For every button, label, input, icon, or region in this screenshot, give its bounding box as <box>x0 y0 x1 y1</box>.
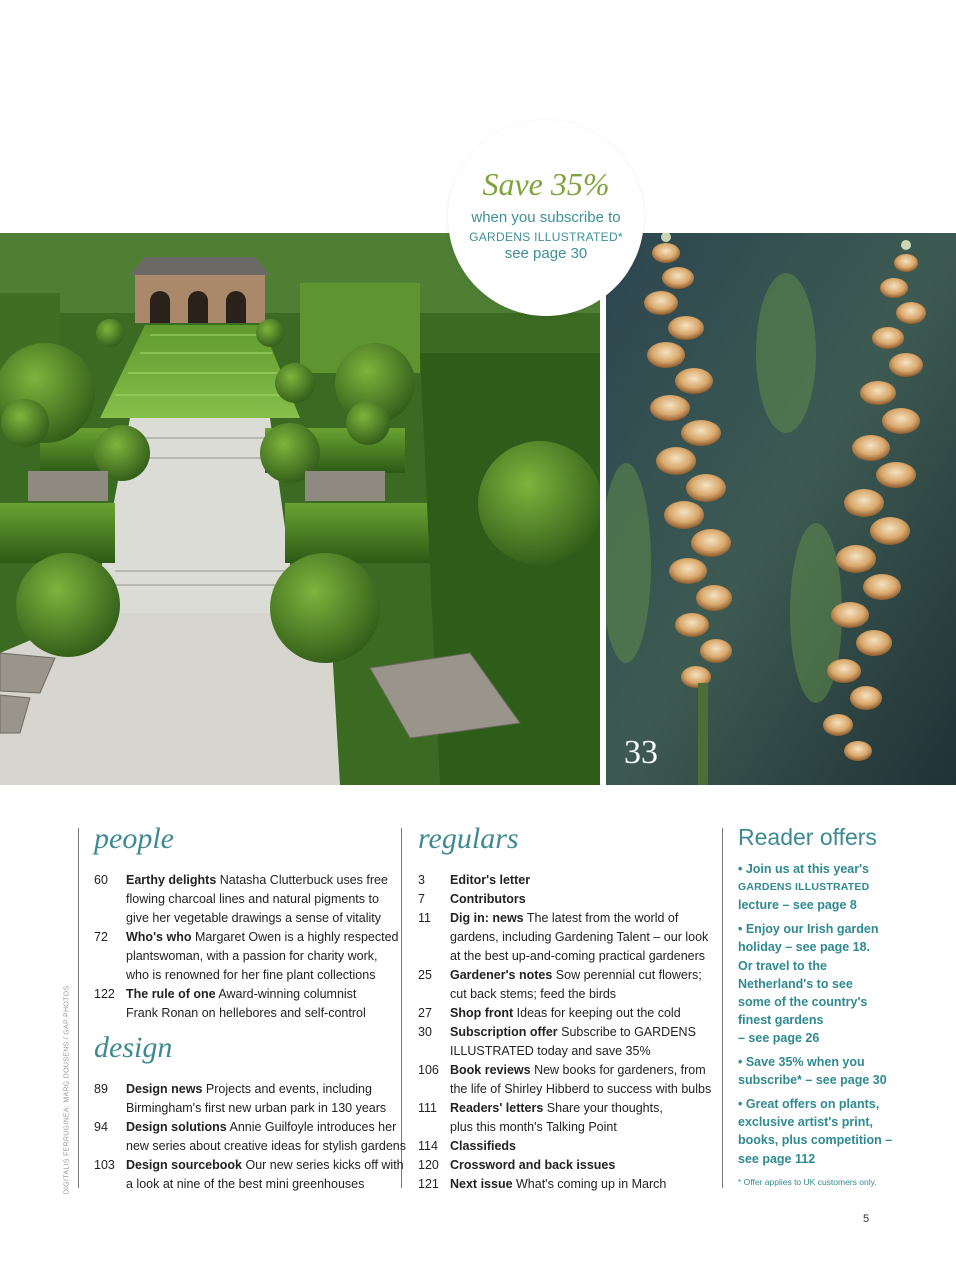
toc-title-line: Book reviews New books for gardeners, from <box>450 1063 706 1077</box>
toc-description-line: flowing charcoal lines and natural pigments to <box>126 892 379 906</box>
toc-title: Crossword and back issues <box>450 1158 616 1172</box>
reader-offer-line: • Join us at this year's <box>738 862 870 876</box>
reader-offer-line: GARDENS ILLUSTRATED <box>738 881 870 894</box>
reader-offers-heading: Reader offers <box>738 824 877 850</box>
toc-description-line: plus this month's Talking Point <box>450 1120 617 1134</box>
toc-title: Contributors <box>450 892 526 906</box>
toc-page-number: 120 <box>418 1158 439 1172</box>
toc-description-line: at the best up-and-coming practical gardeners <box>450 949 706 963</box>
foxglove-photo <box>606 233 956 785</box>
page-folio: 5 <box>863 1213 870 1225</box>
reader-offer-item[interactable] <box>738 860 908 915</box>
toc-title: Design sourcebook <box>126 1158 242 1172</box>
toc-page-number: 114 <box>418 1139 438 1153</box>
reader-offer-line: subscribe* – see page 30 <box>738 1073 887 1088</box>
promo-line-2: GARDENS ILLUSTRATED* <box>469 230 623 244</box>
reader-offer-line: • Enjoy our Irish garden <box>738 922 879 937</box>
toc-page-number: 7 <box>418 892 425 906</box>
toc-page-number: 122 <box>94 987 115 1001</box>
toc-description-line: a look at nine of the best mini greenhouses <box>126 1177 365 1191</box>
toc-page-number: 111 <box>418 1101 438 1115</box>
toc-title: The rule of one <box>126 987 216 1001</box>
toc-title-line: Gardener's notes Sow perennial cut flowers; <box>450 968 702 982</box>
toc-title-line: Design solutions Annie Guilfoyle introduces her <box>126 1120 397 1134</box>
toc-page-number: 3 <box>418 873 425 887</box>
reader-offer-line: • Save 35% when you <box>738 1055 865 1069</box>
toc-page-number: 103 <box>94 1158 115 1172</box>
feature-page-number: 33 <box>624 734 658 771</box>
reader-offer-line: exclusive artist's print, <box>738 1115 873 1130</box>
people-heading: people <box>94 822 174 855</box>
toc-page-number: 89 <box>94 1082 108 1096</box>
column-rule-2 <box>401 828 402 1188</box>
toc-title: Readers' letters <box>450 1101 544 1115</box>
toc-title: Classifieds <box>450 1139 517 1153</box>
offer-footnote: * Offer applies to UK customers only. <box>738 1177 877 1187</box>
toc-title: Design solutions <box>126 1120 227 1134</box>
toc-title-line <box>450 1156 615 1175</box>
toc-description-line: plantswoman, with a passion for charity work, <box>126 949 378 963</box>
reader-offer-line: • Great offers on plants, <box>738 1096 880 1111</box>
toc-description-line: ILLUSTRATED today and save 35% <box>450 1044 651 1058</box>
toc-page-number: 25 <box>418 968 432 982</box>
toc-title: Earthy delights <box>126 873 217 887</box>
toc-page-number: 106 <box>418 1063 439 1077</box>
promo-line-1: when you subscribe to <box>471 209 621 226</box>
toc-page-number: 121 <box>418 1177 439 1191</box>
toc-title: Who's who <box>126 930 192 944</box>
reader-offer-line: finest gardens <box>738 1013 824 1028</box>
toc-title: Next issue <box>450 1177 513 1191</box>
reader-offer-line: Netherland's to see <box>738 976 853 991</box>
column-rule-3 <box>722 828 723 1188</box>
promo-title: Save 35% <box>482 166 610 202</box>
reader-offer-line: books, plus competition – <box>738 1133 893 1148</box>
toc-title: Shop front <box>450 1006 514 1020</box>
toc-title-line: Who's who Margaret Owen is a highly respected <box>126 930 399 944</box>
reader-offer-line: – see page 26 <box>738 1031 820 1046</box>
toc-description-line: the life of Shirley Hibberd to success with bulbs <box>450 1082 712 1096</box>
toc-page-number: 27 <box>418 1006 432 1020</box>
toc-title: Subscription offer <box>450 1025 558 1039</box>
toc-title-line: Design sourcebook Our new series kicks off with <box>126 1158 404 1172</box>
toc-title-line: Subscription offer Subscribe to GARDENS <box>450 1025 696 1039</box>
toc-title: Dig in: news <box>450 911 524 925</box>
reader-offer-line: holiday – see page 18. <box>738 940 871 955</box>
column-rule-1 <box>78 828 79 1188</box>
toc-title-line <box>450 871 530 890</box>
toc-title-line <box>450 1137 516 1156</box>
formal-garden-photo <box>0 233 600 785</box>
toc-page-number: 60 <box>94 873 108 887</box>
toc-title-line: Dig in: news The latest from the world of <box>450 911 679 925</box>
toc-title-line: The rule of one Award-winning columnist <box>126 987 357 1001</box>
toc-title: Editor's letter <box>450 873 531 887</box>
reader-offer-line: some of the country's <box>738 994 868 1009</box>
toc-title-line: Shop front Ideas for keeping out the cold <box>450 1006 681 1020</box>
reader-offer-line: see page 112 <box>738 1151 816 1166</box>
toc-title: Design news <box>126 1082 203 1096</box>
toc-title-line <box>450 890 526 909</box>
toc-page-number: 30 <box>418 1025 432 1039</box>
reader-offer-item[interactable] <box>738 1053 908 1089</box>
subscription-promo-badge[interactable] <box>448 120 644 316</box>
promo-line-3: see page 30 <box>504 245 588 262</box>
toc-description-line: cut back stems; feed the birds <box>450 987 617 1001</box>
toc-title-line: Design news Projects and events, including <box>126 1082 372 1096</box>
reader-offer-line: Or travel to the <box>738 958 827 973</box>
design-heading: design <box>94 1031 173 1064</box>
toc-description-line: give her vegetable drawings a sense of vitality <box>126 911 382 925</box>
toc-description-line: new series about creative ideas for stylish gardens <box>126 1139 407 1153</box>
toc-title: Book reviews <box>450 1063 531 1077</box>
toc-page-number: 11 <box>418 911 431 925</box>
photo-credit: DIGITALIS FERRUGINEA: MARG DOUSENS / GAP PHOTOS <box>63 985 71 1195</box>
toc-title-line: Readers' letters Share your thoughts, <box>450 1101 663 1115</box>
toc-page-number: 72 <box>94 930 108 944</box>
toc-page-number: 94 <box>94 1120 108 1134</box>
toc-description-line: gardens, including Gardening Talent – our look <box>450 930 709 944</box>
toc-description-line: Frank Ronan on hellebores and self-control <box>126 1006 366 1020</box>
toc-title: Gardener's notes <box>450 968 553 982</box>
reader-offer-item[interactable] <box>738 1095 908 1168</box>
toc-title-line: Earthy delights Natasha Clutterbuck uses free <box>126 873 388 887</box>
reader-offer-line: lecture – see page 8 <box>738 898 857 913</box>
toc-description-line: who is renowned for her fine plant collections <box>126 968 376 982</box>
reader-offer-item[interactable] <box>738 920 908 1047</box>
toc-description-line: Birmingham's first new urban park in 130 years <box>126 1101 387 1115</box>
regulars-heading: regulars <box>418 822 519 855</box>
toc-title-line: Next issue What's coming up in March <box>450 1177 667 1191</box>
